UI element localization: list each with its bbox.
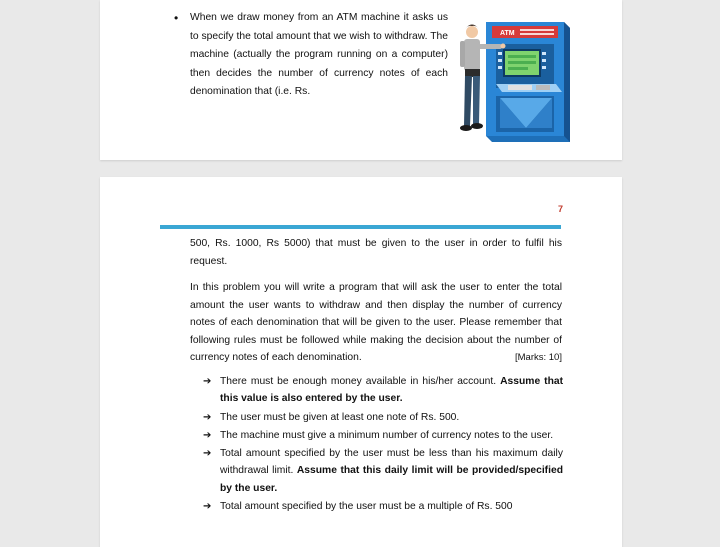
bullet: • (174, 11, 179, 25)
rules-list (203, 373, 563, 516)
atm-sign-text: ATM (500, 30, 515, 37)
problem-paragraph (190, 279, 562, 367)
page-bottom (100, 177, 622, 547)
list-item: ➔ The user must be given at least one note of Rs. 500. (203, 409, 563, 426)
arrow-icon: ➔ (203, 501, 212, 513)
arrow-icon: ➔ (203, 448, 212, 460)
list-item: ➔ Total amount specified by the user must be less than his maximum daily withdrawal limit. Assume that this daily limit will be provided/specified by the user. (203, 445, 563, 497)
list-item: ➔ There must be enough money available in his/her account. Assume that this value is also entered by the user. (203, 373, 563, 408)
arrow-icon: ➔ (203, 376, 212, 387)
header-rule (160, 225, 561, 229)
arrow-icon: ➔ (203, 411, 212, 423)
list-item: ➔ The machine must give a minimum number of currency notes to the user. (203, 427, 563, 444)
page-top (100, 0, 622, 160)
arrow-icon: ➔ (203, 429, 212, 441)
page-number: 7 (557, 204, 563, 214)
atm-intro-text: When we draw money from an ATM machine it asks us to specify the total amount that we wish to withdraw. The machine (actually the program running on a computer) then decides the number of currency notes of each denomination that (i.e. Rs. (190, 12, 448, 97)
continuation-text: 500, Rs. 1000, Rs 5000) that must be given to the user in order to fulfil his request. (190, 238, 562, 267)
problem-text: In this problem you will write a program that will ask the user to enter the total amount the user wants to withdraw and then display the number of currency notes of each denomination that will be given to the user. Please remember that following rules must be followed while making the decision about the number of currency notes of each denomination. (190, 282, 562, 363)
list-item: ➔ Total amount specified by the user must be a multiple of Rs. 500 (203, 498, 563, 515)
marks-label: [Marks: 10] (515, 352, 562, 363)
atm-illustration (452, 14, 592, 149)
